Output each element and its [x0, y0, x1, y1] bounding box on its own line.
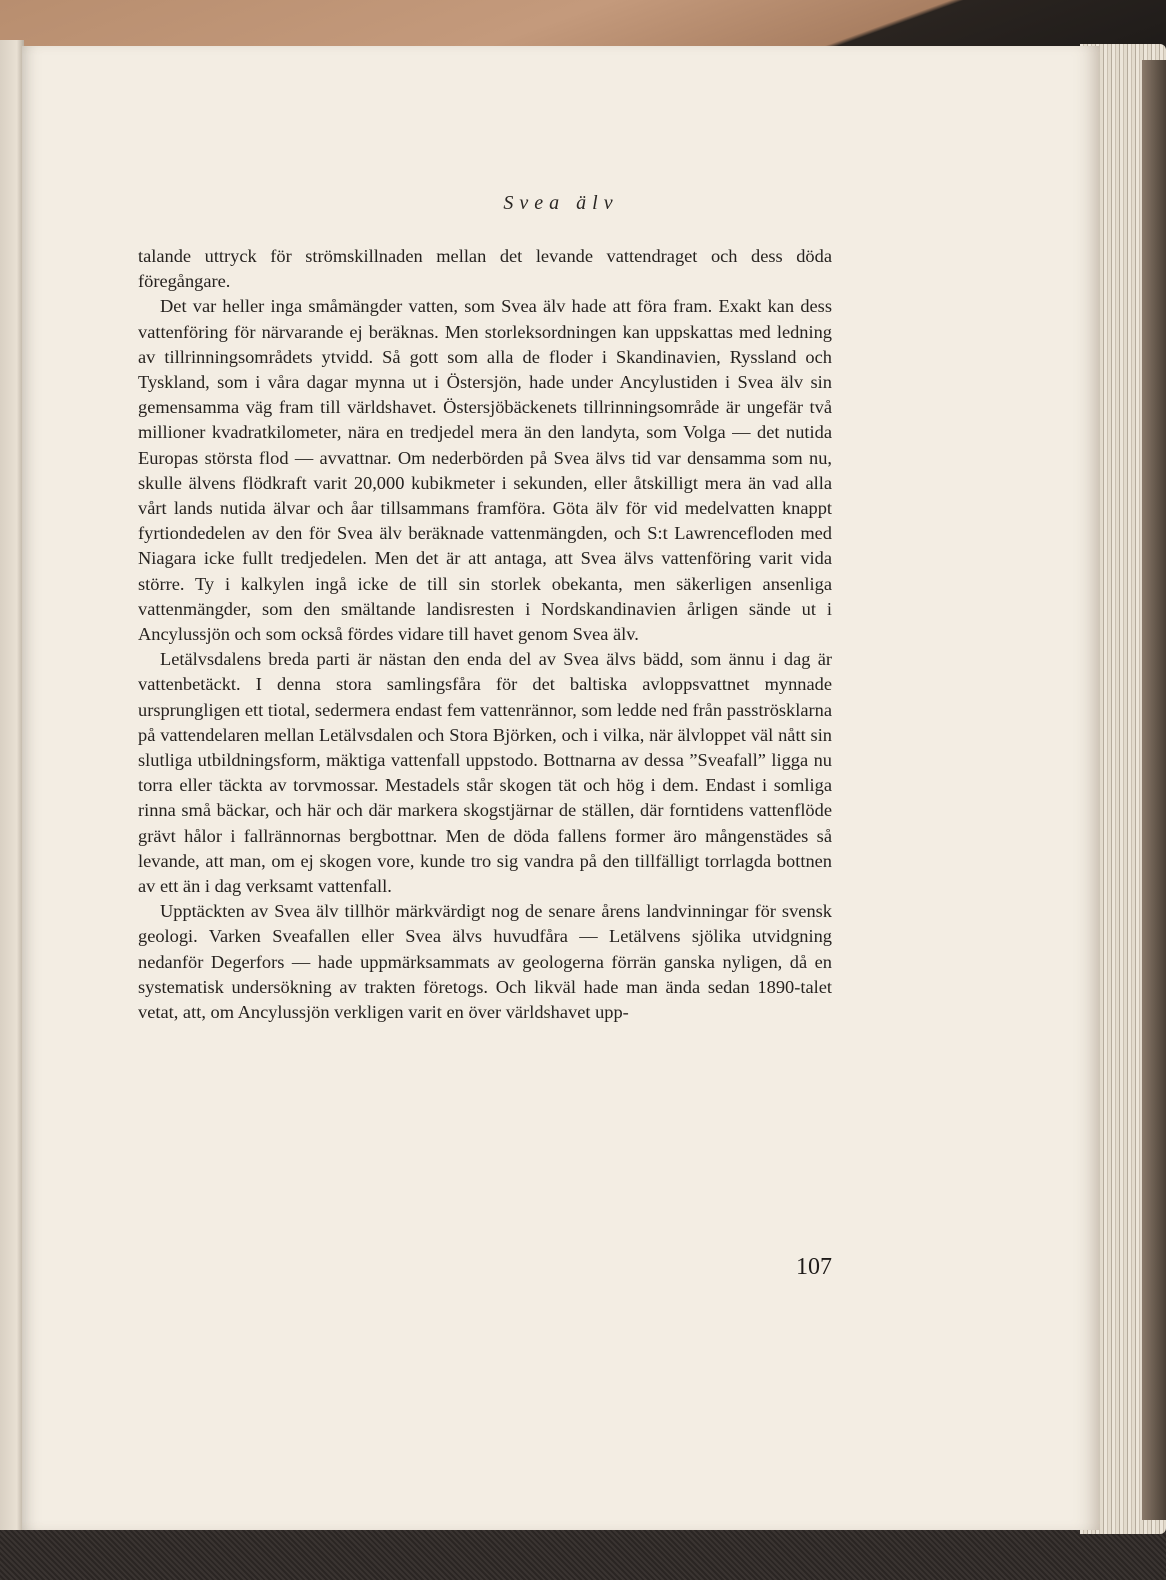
paragraph: Upptäckten av Svea älv tillhör märkvärdigt nog de senare årens landvinningar för svensk geologi. Varken Sveafallen eller Svea älvs huvudfåra — Letälvens sjölika utvidgning nedanför Degerfors — hade uppmärksammats av geologerna förrän ganska nyligen, då en systematisk undersökning av trakten företogs. Och likväl hade man ända sedan 1890-talet vetat, att, om Ancylussjön verkligen varit en över världshavet upp-: [138, 901, 832, 1023]
paragraph: Det var heller inga småmängder vatten, som Svea älv hade att föra fram. Exakt kan dess vattenföring för närvarande ej beräknas. Men storleksordningen kan uppskattas med ledning av tillrinningsområdets ytvidd. Så gott som alla de floder i Skandinavien, Ryssland och Tyskland, som i våra dagar mynna ut i Östersjön, hade under Ancylustiden i Svea älv sin gemensamma väg fram till världshavet. Östersjöbäckenets tillrinningsområde är ungefär två millioner kvadratkilometer, nära en tredjedel mera än den landyta, som Volga — det nutida Europas största flod — avvattnar. Om nederbörden på Svea älvs tid var densamma som nu, skulle älvens flödkraft varit 20,000 kubikmeter i sekunden, eller åtskilligt mera än vad alla vårt lands nutida älvar och åar tillsammans framföra. Göta älv för vid medelvatten knappt fyrtiondedelen av den för Svea älv beräknade vattenmängden, och S:t Lawrencefloden med Niagara icke fullt tredjedelen. Men det är att antaga, att Svea älvs vattenföring varit vida större. Ty i kalkylen ingå icke de till sin storlek obekanta, men säkerligen ansenliga vattenmängder, som den smältande landisresten i Nordskandinavien årligen sände ut i Ancylussjön och som också fördes vidare till havet genom Svea älv.: [138, 296, 832, 645]
book-page: [22, 46, 1100, 1530]
page-number: 107: [796, 1254, 832, 1280]
paragraph: Letälvsdalens breda parti är nästan den enda del av Svea älvs bädd, som ännu i dag är vattenbetäckt. I denna stora samlingsfåra för det baltiska avloppsvattnet mynnade ursprungligen ett tiotal, sedermera endast fem vattenrännor, som ledde ned från pasströsklarna på vattendelaren mellan Letälvsdalen och Stora Björken, och i vilka, när älvloppet väl nått sin slutliga utbildningsform, mäktiga vattenfall uppstodo. Bottnarna av dessa ”Sveafall” ligga nu torra eller täckta av torvmossar. Mestadels står skogen tät och hög i dem. Endast i somliga rinna små bäckar, och här och där markera skogstjärnar de ställen, där forntidens vattenflöde grävt hålor i fallrännornas bergbottnar. Men de döda fallens former äro mångenstädes så levande, att man, om ej skogen vore, kunde tro sig vandra på den tillfälligt torrlagda bottnen av ett än i dag verksamt vattenfall.: [138, 649, 832, 897]
book-cover-edge: [1142, 60, 1166, 1520]
paragraph: talande uttryck för strömskillnaden mellan det levande vattendraget och dess döda föregångare.: [138, 246, 832, 292]
running-head: Svea älv: [503, 192, 619, 214]
body-text: [138, 244, 832, 1025]
left-page-edge: [0, 40, 24, 1530]
